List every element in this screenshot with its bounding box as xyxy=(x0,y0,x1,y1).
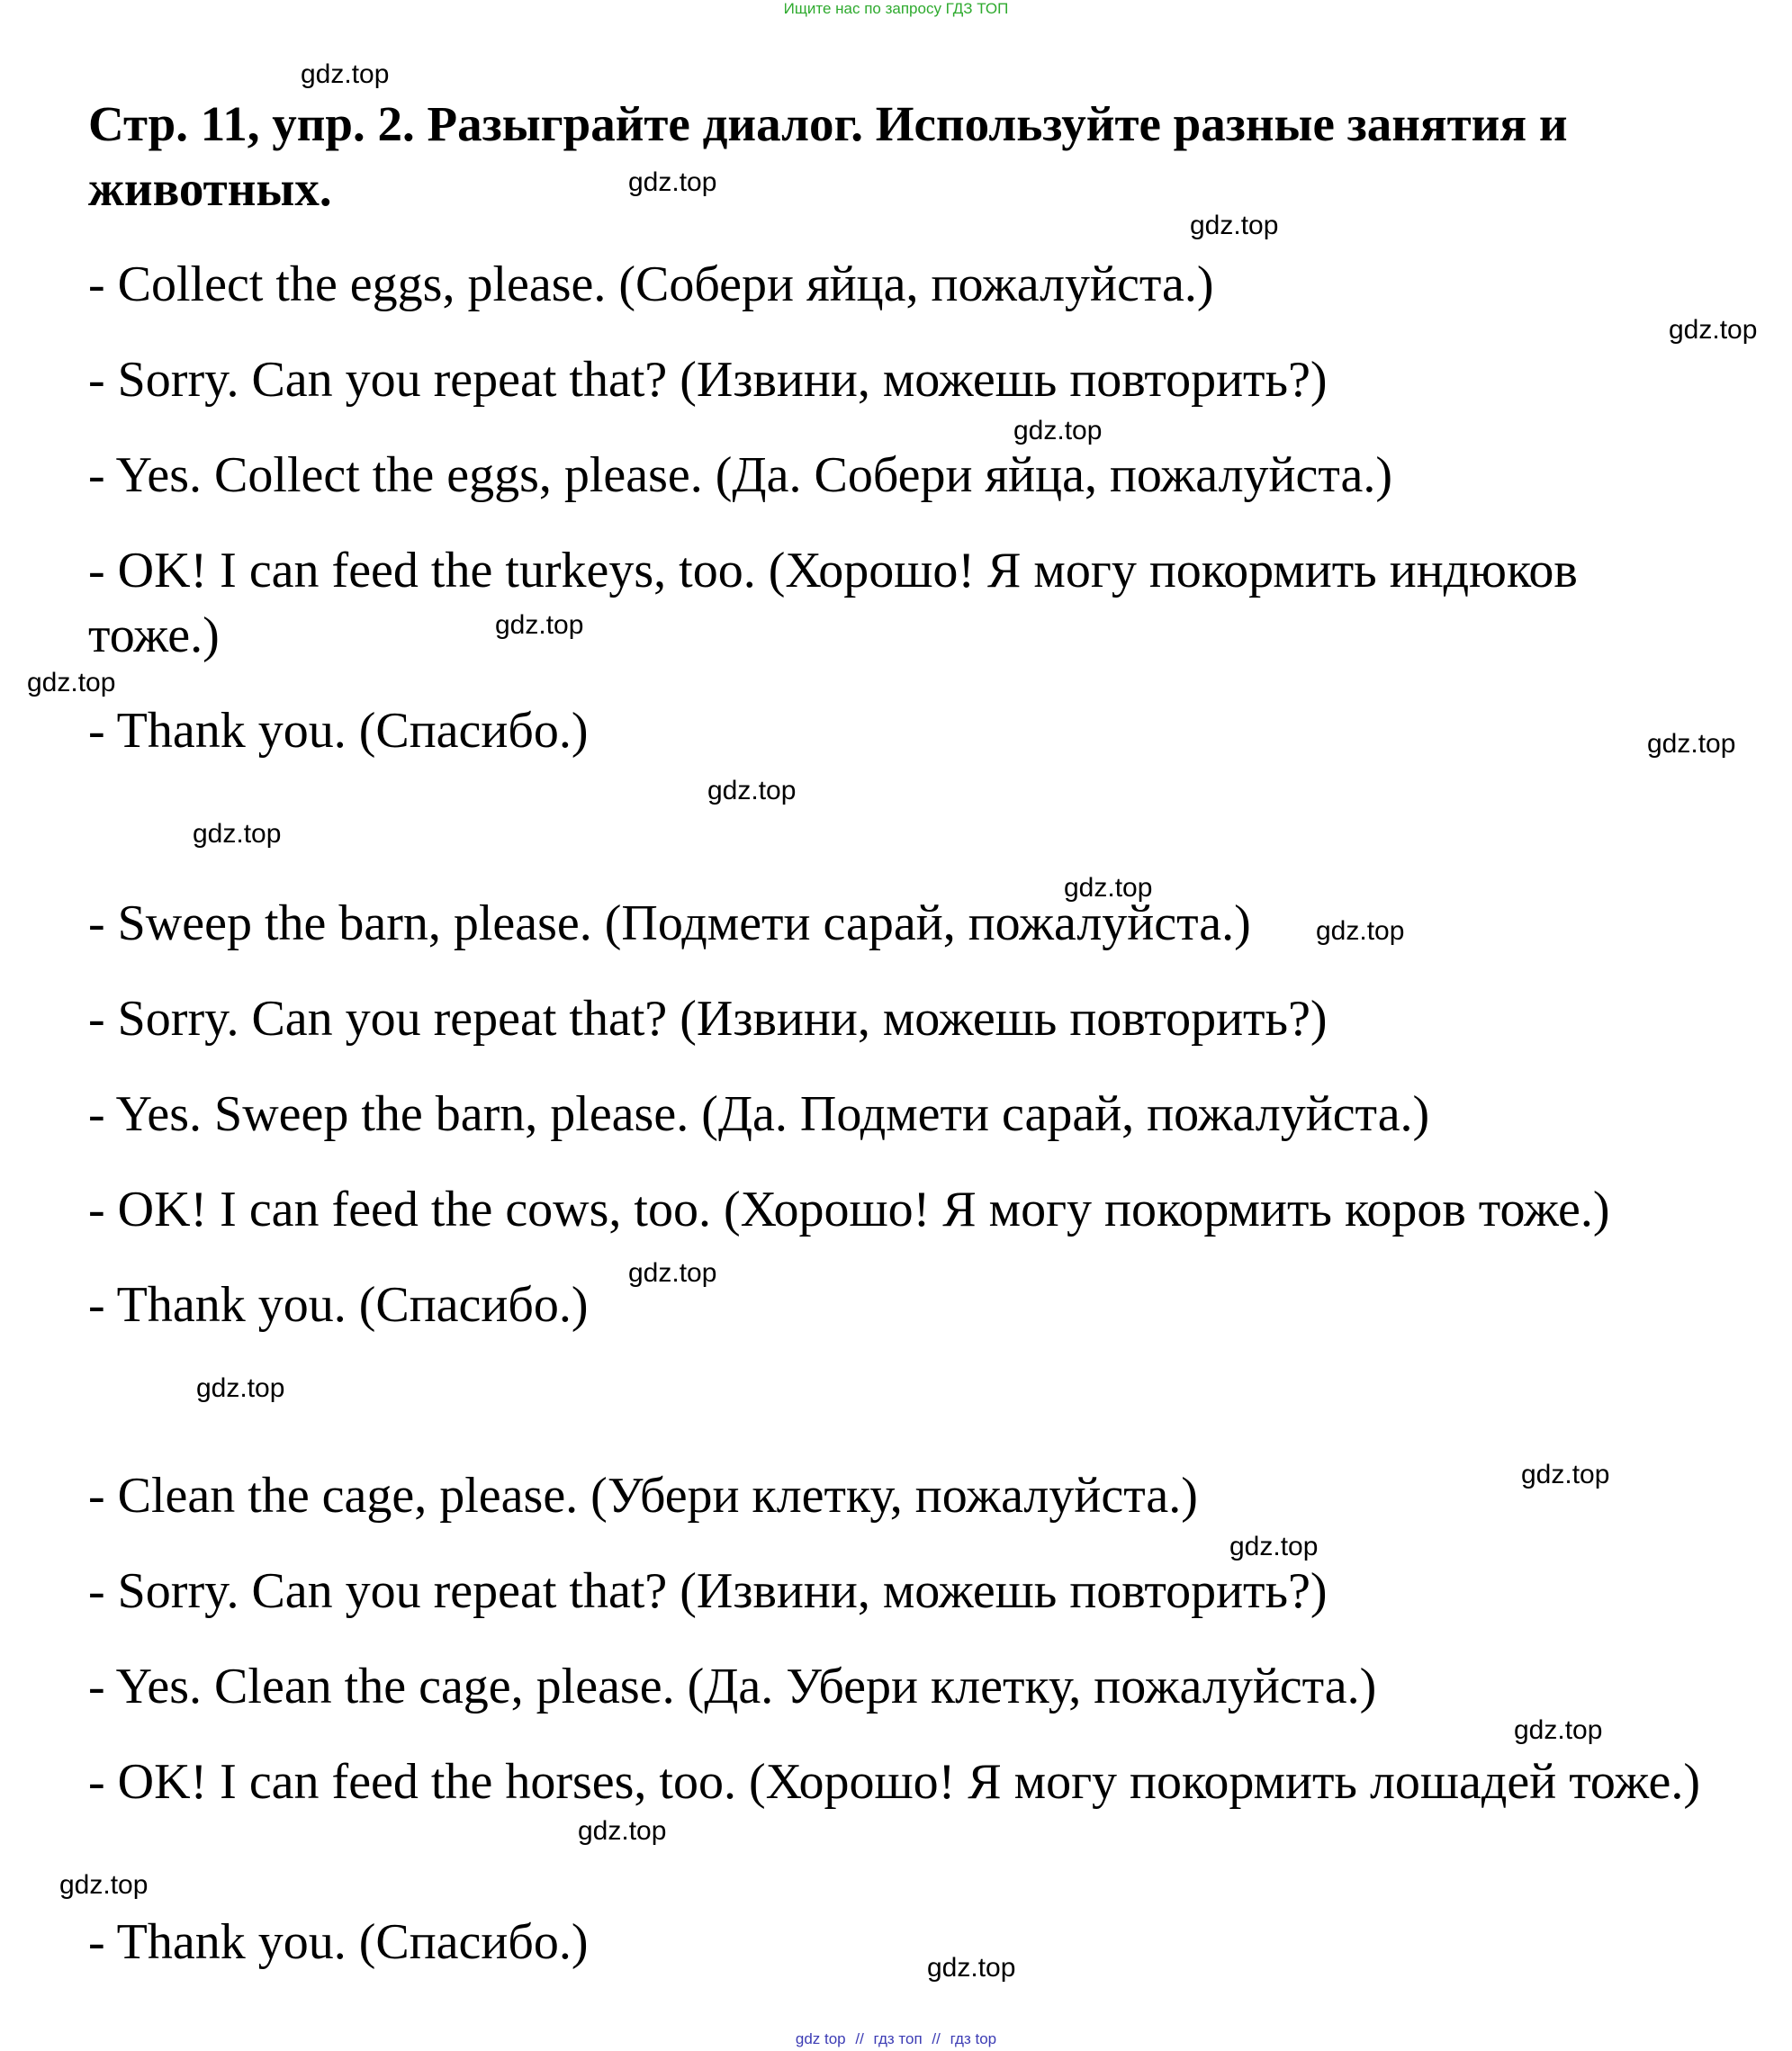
footer-separator: // xyxy=(932,2030,941,2047)
dialogue-1-line-3: - Yes. Collect the eggs, please. (Да. Собери яйца, пожалуйста.) xyxy=(88,447,1392,503)
dialogue-2-line-3: - Yes. Sweep the barn, please. (Да. Подмети сарай, пожалуйста.) xyxy=(88,1086,1430,1142)
watermark: gdz.top xyxy=(193,819,282,849)
watermark: gdz.top xyxy=(59,1870,149,1900)
watermark: gdz.top xyxy=(578,1816,667,1846)
dialogue-3-line-5: - Thank you. (Спасибо.) xyxy=(88,1914,589,1970)
watermark: gdz.top xyxy=(628,1258,717,1288)
watermark: gdz.top xyxy=(196,1373,285,1403)
watermark: gdz.top xyxy=(1669,315,1758,345)
footer-link-gdz-top-ru[interactable]: гдз топ xyxy=(873,2030,923,2047)
footer-link-gdz-top[interactable]: gdz top xyxy=(795,2030,846,2047)
exercise-heading: Стр. 11, упр. 2. Разыграйте диалог. Используйте разные занятия и животных. xyxy=(88,96,1568,216)
watermark: gdz.top xyxy=(707,776,797,805)
watermark: gdz.top xyxy=(495,610,584,640)
watermark: gdz.top xyxy=(301,59,390,89)
dialogue-2-line-1: - Sweep the barn, please. (Подмети сарай, пожалуйста.) xyxy=(88,895,1251,951)
footer-links xyxy=(0,2030,1792,2048)
watermark: gdz.top xyxy=(1229,1532,1319,1561)
dialogue-1-line-2: - Sorry. Can you repeat that? (Извини, можешь повторить?) xyxy=(88,352,1328,408)
dialogue-3-line-3: - Yes. Clean the cage, please. (Да. Убери клетку, пожалуйста.) xyxy=(88,1659,1377,1714)
watermark: gdz.top xyxy=(1064,873,1153,903)
footer-separator: // xyxy=(855,2030,864,2047)
watermark: gdz.top xyxy=(1521,1460,1610,1489)
dialogue-1-line-1: - Collect the eggs, please. (Собери яйца, пожалуйста.) xyxy=(88,256,1214,312)
dialogue-1-line-5: - Thank you. (Спасибо.) xyxy=(88,703,589,759)
watermark: gdz.top xyxy=(1514,1715,1603,1745)
watermark: gdz.top xyxy=(1013,416,1103,445)
dialogue-2-line-4: - OK! I can feed the cows, too. (Хорошо! Я могу покормить коров тоже.) xyxy=(88,1182,1610,1237)
watermark: gdz.top xyxy=(27,668,116,697)
dialogue-2-line-5: - Thank you. (Спасибо.) xyxy=(88,1277,589,1333)
watermark: gdz.top xyxy=(628,167,717,197)
watermark: gdz.top xyxy=(927,1953,1016,1983)
dialogue-3-line-4: - OK! I can feed the horses, too. (Хорошо! Я могу покормить лошадей тоже.) xyxy=(88,1754,1700,1810)
footer-link-gdz-top-mixed[interactable]: гдз top xyxy=(950,2030,997,2047)
dialogue-3-line-2: - Sorry. Can you repeat that? (Извини, можешь повторить?) xyxy=(88,1563,1328,1619)
watermark: gdz.top xyxy=(1647,729,1736,759)
dialogue-3-line-1: - Clean the cage, please. (Убери клетку, пожалуйста.) xyxy=(88,1468,1198,1524)
dialogue-2-line-2: - Sorry. Can you repeat that? (Извини, можешь повторить?) xyxy=(88,991,1328,1047)
top-banner[interactable]: Ищите нас по запросу ГДЗ ТОП xyxy=(783,0,1009,17)
watermark: gdz.top xyxy=(1316,916,1405,946)
dialogue-1-line-4: - OK! I can feed the turkeys, too. (Хорошо! Я могу покормить индюков тоже.) xyxy=(88,543,1578,663)
watermark: gdz.top xyxy=(1190,211,1279,240)
